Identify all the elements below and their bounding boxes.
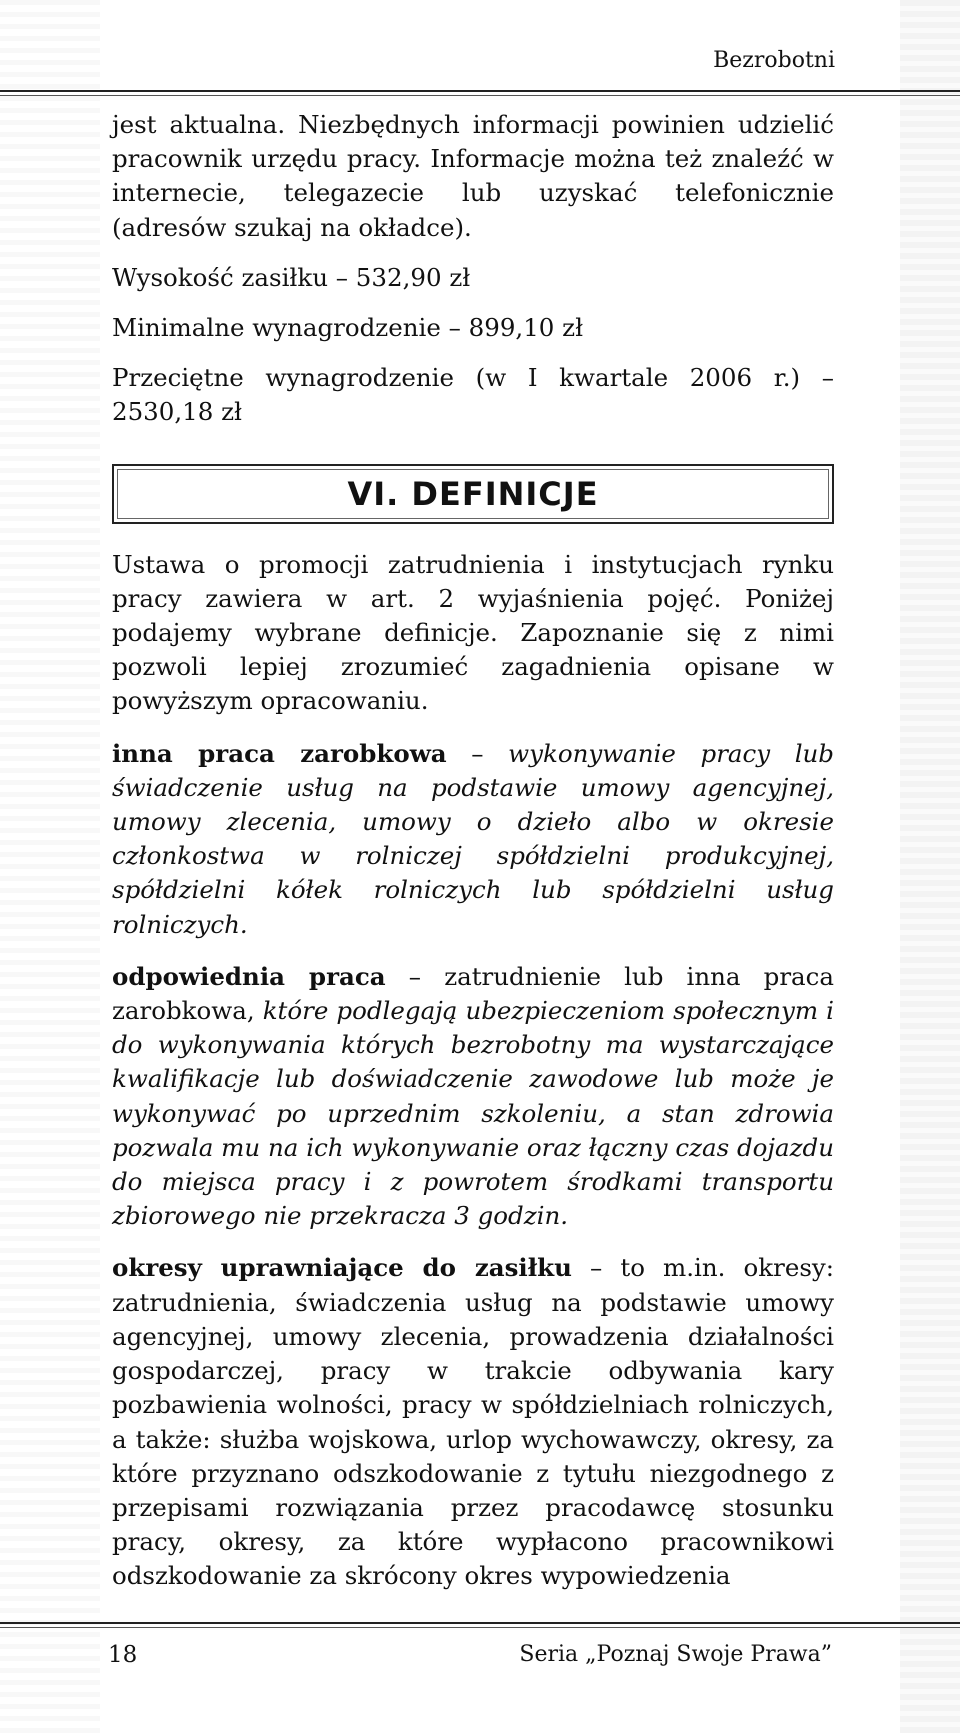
footer-rule [0,1622,960,1624]
series-title: Seria „Poznaj Swoje Prawa” [519,1642,832,1667]
benefit-amount: Wysokość zasiłku – 532,90 zł [112,262,471,292]
header-rule [0,90,960,92]
definition-term: okresy uprawniające do zasiłku [112,1253,572,1283]
definition-item [112,1251,834,1593]
definition-term: odpowiednia praca [112,961,386,991]
average-wage: Przeciętne wynagrodzenie (w I kwartale 2006 r.) – 2530,18 zł [112,363,834,427]
definition-term: inna praca zarobkowa [112,738,447,768]
minimum-wage: Minimalne wynagrodzenie – 899,10 zł [112,313,584,343]
section-heading: VI. DEFINICJE [347,474,599,513]
background-texture-right [900,0,960,1733]
header-rule-thin [0,95,960,96]
definition-item [112,737,834,942]
section-heading-box [112,464,834,524]
running-header: Bezrobotni [713,48,835,73]
definition-text: zatrudnienie lub inna praca zarobkowa, [112,961,834,1026]
footer-rule-thin [0,1627,960,1628]
definition-text: to m.in. okresy: zatrudnienia, świadczenia usług na podstawie umowy agencyjnej, umowy zlecenia, prowadzenia działalności gospodarczej, pracy w trakcie odbywania kary pozbawienia wolności, pracy w spółdzielniach rolniczych, a także: służba wojskowa, urlop wychowawczy, okresy, za które przyznano odszkodowanie z tytułu niezgodnego z przepisami rozwiązania przez pracodawcę stosunku pracy, okresy, za które wypłacono pracownikowi odszkodowanie za skrócony okres wypowiedzenia [112,1253,834,1591]
definition-dash: – [446,738,509,768]
section-lead: Ustawa o promocji zatrudnienia i instytucjach rynku pracy zawiera w art. 2 wyjaśnienia pojęć. Poniżej podajemy wybrane definicje. Zapoznanie się z nimi pozwoli lepiej zrozumieć zagadnienia opisane w powyższym opracowaniu. [112,549,834,716]
intro-paragraph: jest aktualna. Niezbędnych informacji powinien udzielić pracownik urzędu pracy. Informacje można też znaleźć w internecie, telegazecie lub uzyskać telefonicznie (adresów szukaj na okładce). [112,110,834,242]
background-texture-left [0,0,100,1733]
definition-text-italic: które podlegają ubezpieczeniom społecznym i do wykonywania których bezrobotny ma wystarczające kwalifikacje lub doświadczenie zawodowe lub może je wykonywać po uprzednim szkoleniu, a stan zdrowia pozwala mu na ich wykonywanie oraz łączny czas dojazdu do miejsca pracy i z powrotem środkami transportu zbiorowego nie przekracza 3 godzin. [112,996,834,1231]
definition-dash: – [571,1253,621,1283]
page-number: 18 [108,1642,138,1668]
page-body [112,108,834,1594]
definition-text-italic: wykonywanie pracy lub świadczenie usług na podstawie umowy agencyjnej, umowy zlecenia, umowy o dzieło albo w okresie członkostwa w rolniczej spółdzielni produkcyjnej, spółdzielni kółek rolniczych lub spółdzielni usług rolniczych. [112,738,834,939]
definition-item [112,960,834,1234]
definition-dash: – [385,961,445,991]
